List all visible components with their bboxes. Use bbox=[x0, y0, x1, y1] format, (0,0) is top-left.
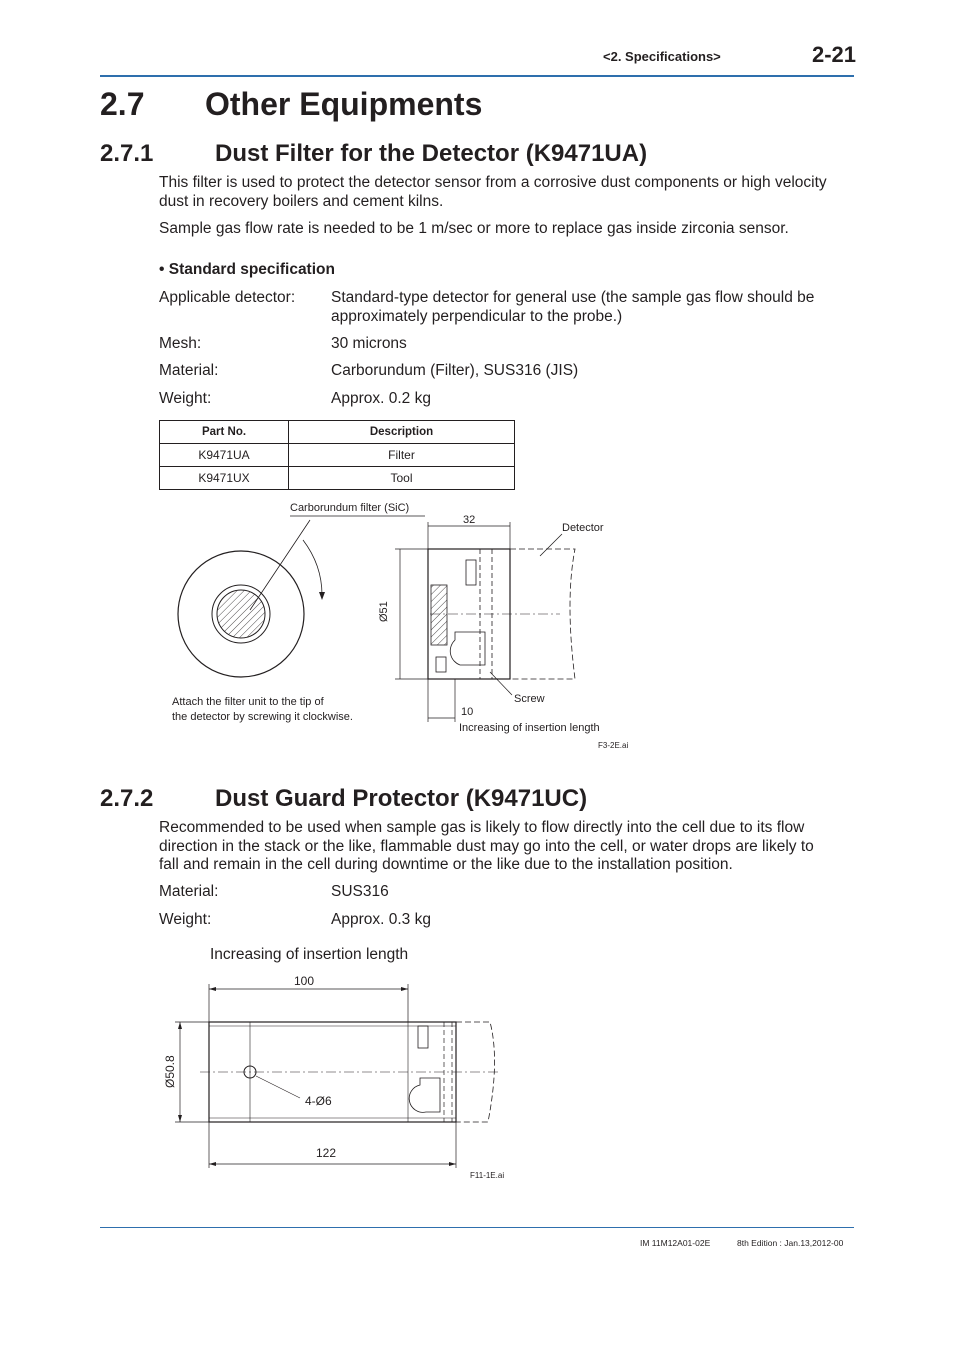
dimension-label: Ø51 bbox=[378, 601, 390, 622]
paragraph-line: direction in the stack or the like, flammable dust may go into the cell, or water drops are likely to bbox=[159, 837, 814, 855]
paragraph-line: fall and remain in the cell during downtime or the like due to the installation position. bbox=[159, 856, 733, 873]
paragraph-line: This filter is used to protect the detector sensor from a corrosive dust components or high velocity bbox=[159, 174, 827, 191]
figure-label: Increasing of insertion length bbox=[459, 722, 600, 734]
table-cell: Filter bbox=[289, 444, 515, 467]
spec-label: Applicable detector: bbox=[159, 289, 296, 306]
dimension-label: 4-Ø6 bbox=[305, 1094, 332, 1108]
spec-value-line: approximately perpendicular to the probe.) bbox=[331, 307, 623, 325]
paragraph-line: Recommended to be used when sample gas is likely to flow directly into the cell due to its flow bbox=[159, 819, 805, 836]
table-header-cell: Part No. bbox=[160, 421, 289, 444]
table-cell: K9471UX bbox=[160, 467, 289, 490]
table-row bbox=[160, 467, 515, 490]
running-header-section: <2. Specifications> bbox=[603, 49, 721, 64]
figure-note-line: Attach the filter unit to the tip of bbox=[172, 696, 324, 708]
subsection-title: Dust Filter for the Detector (K9471UA) bbox=[215, 140, 648, 167]
document-id: IM 11M12A01-02E bbox=[640, 1238, 711, 1248]
table-header-row bbox=[160, 421, 515, 444]
spec-value bbox=[331, 289, 856, 326]
figure-note-line: the detector by screwing it clockwise. bbox=[172, 711, 353, 723]
figure-label: Screw bbox=[514, 693, 545, 705]
spec-value: SUS316 bbox=[331, 883, 389, 900]
spec-value: Approx. 0.3 kg bbox=[331, 911, 431, 928]
subsection-number: 2.7.2 bbox=[100, 785, 154, 812]
spec-value: 30 microns bbox=[331, 335, 407, 352]
spec-value: Carborundum (Filter), SUS316 (JIS) bbox=[331, 362, 579, 379]
paragraph: Sample gas flow rate is needed to be 1 m/sec or more to replace gas inside zirconia sensor. bbox=[159, 220, 789, 237]
table-cell: K9471UA bbox=[160, 444, 289, 467]
paragraph bbox=[159, 174, 859, 211]
paragraph bbox=[159, 819, 859, 875]
spec-value-line: Standard-type detector for general use (the sample gas flow should be bbox=[331, 289, 815, 306]
section-title: Other Equipments bbox=[205, 86, 483, 122]
table-cell: Tool bbox=[289, 467, 515, 490]
page-number: 2-21 bbox=[812, 42, 857, 67]
subsection-title: Dust Guard Protector (K9471UC) bbox=[215, 785, 588, 812]
dimension-label: Ø50.8 bbox=[163, 1055, 177, 1088]
section-number: 2.7 bbox=[100, 86, 145, 122]
footer-rule bbox=[100, 1227, 854, 1228]
spec-label: Weight: bbox=[159, 390, 212, 407]
subsection-number: 2.7.1 bbox=[100, 140, 154, 167]
dust-guard-drawing bbox=[160, 975, 510, 1175]
dimension-label: 32 bbox=[463, 514, 476, 526]
header-rule bbox=[100, 75, 854, 77]
spec-label: Weight: bbox=[159, 911, 212, 928]
spec-value: Approx. 0.2 kg bbox=[331, 390, 431, 407]
figure-note bbox=[172, 695, 353, 725]
spec-label: Material: bbox=[159, 883, 219, 900]
dimension-label: 100 bbox=[294, 974, 315, 988]
table-row bbox=[160, 444, 515, 467]
figure-caption: Increasing of insertion length bbox=[210, 946, 409, 963]
spec-heading: • Standard specification bbox=[159, 261, 335, 278]
figure-file-id: F3-2E.ai bbox=[598, 741, 629, 750]
spec-label: Material: bbox=[159, 362, 219, 379]
spec-label: Mesh: bbox=[159, 335, 202, 352]
parts-table bbox=[159, 420, 515, 490]
figure-label: Detector bbox=[562, 522, 604, 534]
table-header-cell: Description bbox=[289, 421, 515, 444]
dimension-label: 10 bbox=[461, 706, 474, 718]
figure-label: Carborundum filter (SiC) bbox=[290, 502, 410, 514]
dimension-label: 122 bbox=[316, 1146, 337, 1160]
paragraph-line: dust in recovery boilers and cement kilns. bbox=[159, 192, 444, 210]
edition-info: 8th Edition : Jan.13,2012-00 bbox=[737, 1238, 844, 1248]
figure-file-id: F11-1E.ai bbox=[470, 1171, 505, 1180]
